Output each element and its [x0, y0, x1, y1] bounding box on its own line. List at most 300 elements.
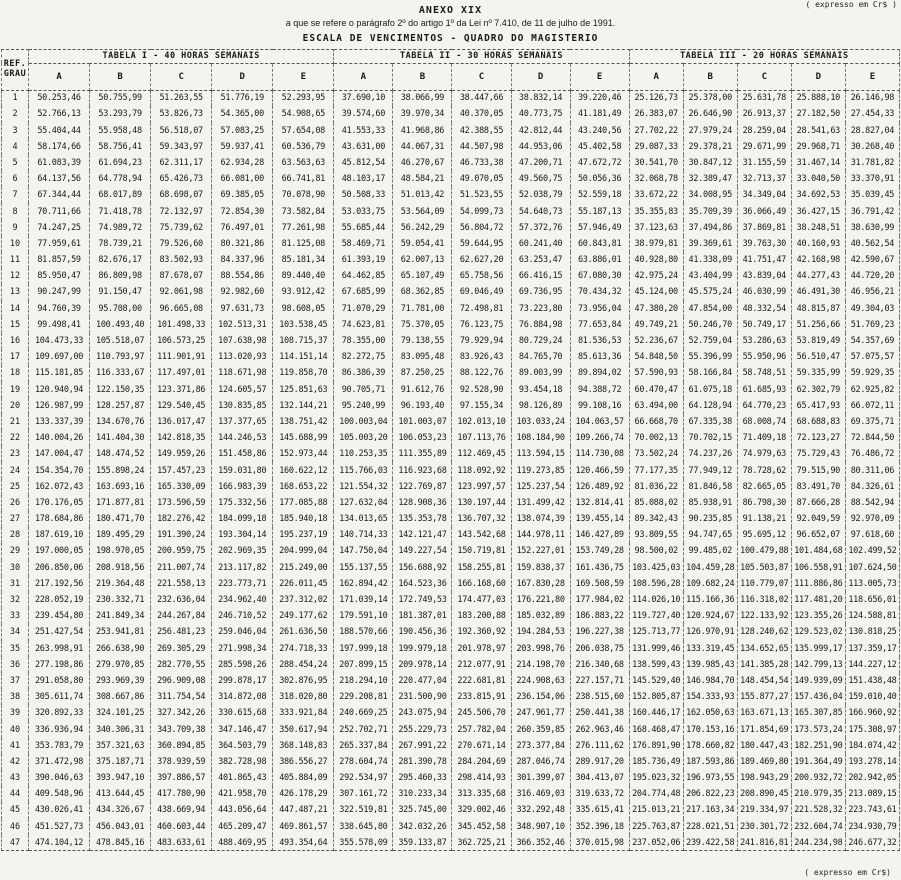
table-cell: 114.730,08 [570, 446, 629, 462]
table-cell: 44.953,06 [511, 139, 570, 155]
table-cell: 93.454,18 [511, 382, 570, 398]
table-cell: 135.999,17 [791, 641, 845, 657]
table-cell: 371.472,98 [29, 754, 90, 770]
table-cell: 255.229,73 [393, 721, 452, 737]
table-cell: 51.013,42 [393, 187, 452, 203]
table-cell: 95.708,00 [90, 301, 151, 317]
table-cell: 97.631,73 [212, 301, 273, 317]
table-cell: 134.670,76 [90, 414, 151, 430]
table-cell: 44.720,20 [845, 268, 899, 284]
ref-cell: 32 [2, 592, 29, 608]
table-cell: 49.304,03 [845, 301, 899, 317]
table-cell: 122.150,35 [90, 382, 151, 398]
table-cell: 142.799,13 [791, 657, 845, 673]
table-cell: 76.497,01 [212, 220, 273, 236]
table-cell: 53.826,73 [151, 106, 212, 122]
table-cell: 80.321,86 [212, 236, 273, 252]
table-cell: 240.669,25 [334, 705, 393, 721]
table-cell: 187.619,10 [29, 527, 90, 543]
table-cell: 188.570,66 [334, 624, 393, 640]
table-cell: 206.850,06 [29, 560, 90, 576]
table-cell: 80.729,24 [511, 333, 570, 349]
table-cell: 54.848,50 [629, 349, 683, 365]
table-cell: 98.500,02 [629, 543, 683, 559]
table-row [2, 754, 900, 770]
table-cell: 57.372,76 [511, 220, 570, 236]
table-cell: 68.362,85 [393, 284, 452, 300]
salary-table-body [2, 90, 900, 851]
table-cell: 52.236,67 [629, 333, 683, 349]
table-cell: 85.181,34 [273, 252, 334, 268]
table-cell: 237.052,06 [629, 835, 683, 851]
ref-cell: 41 [2, 738, 29, 754]
table-cell: 80.311,06 [845, 462, 899, 478]
table-cell: 52.559,18 [570, 187, 629, 203]
table-cell: 26.646,90 [683, 106, 737, 122]
table-cell: 26.383,07 [629, 106, 683, 122]
table-cell: 123.355,26 [791, 608, 845, 624]
table-cell: 93.912,42 [273, 284, 334, 300]
table-cell: 263.998,91 [29, 641, 90, 657]
table-cell: 38.248,51 [791, 220, 845, 236]
table-cell: 85.613,36 [570, 349, 629, 365]
column-header-1-E: E [273, 63, 334, 90]
table-cell: 154.333,93 [683, 689, 737, 705]
table-cell: 57.075,57 [845, 349, 899, 365]
table-cell: 104.473,33 [29, 333, 90, 349]
table-cell: 61.075,18 [683, 382, 737, 398]
table-row [2, 770, 900, 786]
table-cell: 164.523,36 [393, 576, 452, 592]
table-cell: 239.454,80 [29, 608, 90, 624]
table-cell: 133.337,39 [29, 414, 90, 430]
table-cell: 84.326,61 [845, 479, 899, 495]
table-cell: 43.839,04 [737, 268, 791, 284]
table-cell: 301.399,07 [511, 770, 570, 786]
table-cell: 195.023,32 [629, 770, 683, 786]
table-cell: 250.441,38 [570, 705, 629, 721]
table-cell: 132.144,21 [273, 398, 334, 414]
table-cell: 153.749,28 [570, 543, 629, 559]
table-cell: 51.523,55 [452, 187, 511, 203]
table-cell: 305.611,74 [29, 689, 90, 705]
table-cell: 123.371,86 [151, 382, 212, 398]
table-cell: 50.749,17 [737, 317, 791, 333]
table-cell: 107.638,98 [212, 333, 273, 349]
table-cell: 178.684,86 [29, 511, 90, 527]
table-cell: 152.227,01 [511, 543, 570, 559]
table-cell: 166.960,92 [845, 705, 899, 721]
table-cell: 141.385,28 [737, 657, 791, 673]
table-cell: 56.518,07 [151, 123, 212, 139]
table-cell: 70.702,15 [683, 430, 737, 446]
ref-cell: 47 [2, 835, 29, 851]
table-cell: 49.560,75 [511, 171, 570, 187]
table-cell: 66.072,11 [845, 398, 899, 414]
table-cell: 61.685,93 [737, 382, 791, 398]
table-cell: 163.693,16 [90, 479, 151, 495]
table-cell: 67.344,44 [29, 187, 90, 203]
table-cell: 189.469,80 [737, 754, 791, 770]
table-cell: 223.773,71 [212, 576, 273, 592]
table-cell: 149.939,09 [791, 673, 845, 689]
table-cell: 79.515,90 [791, 462, 845, 478]
table-cell: 72.123,27 [791, 430, 845, 446]
table-cell: 107.113,76 [452, 430, 511, 446]
ref-cell: 23 [2, 446, 29, 462]
table-cell: 151.458,86 [212, 446, 273, 462]
table-row [2, 236, 900, 252]
table-row [2, 365, 900, 381]
table-cell: 211.007,74 [151, 560, 212, 576]
table-cell: 324.101,25 [90, 705, 151, 721]
table-cell: 82.676,17 [90, 252, 151, 268]
table-cell: 77.959,61 [29, 236, 90, 252]
table-cell: 45.124,00 [629, 284, 683, 300]
table-cell: 48.815,87 [791, 301, 845, 317]
table-cell: 140.004,26 [29, 430, 90, 446]
table-cell: 129.540,45 [151, 398, 212, 414]
table-cell: 137.359,17 [845, 641, 899, 657]
table-cell: 146.427,89 [570, 527, 629, 543]
table-cell: 96.652,07 [791, 527, 845, 543]
table-cell: 60.536,79 [273, 139, 334, 155]
table-cell: 41.338,09 [683, 252, 737, 268]
table-cell: 92.982,60 [212, 284, 273, 300]
table-cell: 42.975,24 [629, 268, 683, 284]
table-cell: 246.677,32 [845, 835, 899, 851]
table-cell: 88.122,76 [452, 365, 511, 381]
table-cell: 64.128,94 [683, 398, 737, 414]
table-cell: 130.197,44 [452, 495, 511, 511]
table-cell: 60.843,81 [570, 236, 629, 252]
table-cell: 110.253,35 [334, 446, 393, 462]
table-cell: 46.733,38 [452, 155, 511, 171]
table-cell: 68.017,89 [90, 187, 151, 203]
table-cell: 119.858,70 [273, 365, 334, 381]
column-header-2-B: B [393, 63, 452, 90]
table-cell: 182.251,90 [791, 738, 845, 754]
table-cell: 171.877,81 [90, 495, 151, 511]
table-cell: 149.227,54 [393, 543, 452, 559]
table-cell: 117.481,20 [791, 592, 845, 608]
table-cell: 39.574,60 [334, 106, 393, 122]
table-cell: 345.452,58 [452, 819, 511, 835]
table-cell: 100.003,04 [334, 414, 393, 430]
table-cell: 108.184,90 [511, 430, 570, 446]
table-cell: 28.541,63 [791, 123, 845, 139]
table-cell: 59.335,99 [791, 365, 845, 381]
table-cell: 215.249,00 [273, 560, 334, 576]
table-cell: 165.307,85 [791, 705, 845, 721]
table-cell: 142.818,35 [151, 430, 212, 446]
table-cell: 91.612,76 [393, 382, 452, 398]
table-cell: 49.070,05 [452, 171, 511, 187]
table-cell: 122.769,87 [393, 479, 452, 495]
table-cell: 33.370,91 [845, 171, 899, 187]
currency-note-bottom: ( expresso em Cr$) [804, 868, 891, 877]
table-cell: 72.498,81 [452, 301, 511, 317]
table-cell: 438.669,94 [151, 802, 212, 818]
table-cell: 219.364,48 [90, 576, 151, 592]
table-cell: 38.832,14 [511, 90, 570, 106]
table-cell: 65.107,49 [393, 268, 452, 284]
ref-cell: 40 [2, 721, 29, 737]
table-cell: 130.818,25 [845, 624, 899, 640]
table-cell: 65.758,56 [452, 268, 511, 284]
table-cell: 92.061,98 [151, 284, 212, 300]
table-cell: 84.337,96 [212, 252, 273, 268]
table-cell: 131.999,46 [629, 641, 683, 657]
table-cell: 329.002,46 [452, 802, 511, 818]
table-cell: 138.751,42 [273, 414, 334, 430]
table-cell: 94.760,39 [29, 301, 90, 317]
table-cell: 269.305,29 [151, 641, 212, 657]
table-cell: 102.499,52 [845, 543, 899, 559]
table-cell: 245.506,70 [452, 705, 511, 721]
table-cell: 386.556,27 [273, 754, 334, 770]
table-cell: 159.010,40 [845, 689, 899, 705]
document-header [0, 0, 901, 45]
table-cell: 144.246,53 [212, 430, 273, 446]
table-cell: 360.894,85 [151, 738, 212, 754]
table-cell: 86.809,98 [90, 268, 151, 284]
table-cell: 333.921,84 [273, 705, 334, 721]
table-cell: 292.534,97 [334, 770, 393, 786]
table-cell: 159.838,37 [511, 560, 570, 576]
table-cell: 181.387,01 [393, 608, 452, 624]
table-cell: 310.233,34 [393, 786, 452, 802]
table-cell: 74.623,81 [334, 317, 393, 333]
table-cell: 197.999,18 [334, 641, 393, 657]
ref-cell: 37 [2, 673, 29, 689]
table-cell: 284.204,69 [452, 754, 511, 770]
table-cell: 68.698,07 [151, 187, 212, 203]
table-cell: 364.503,79 [212, 738, 273, 754]
table-cell: 318.020,80 [273, 689, 334, 705]
table-row [2, 349, 900, 365]
table-row [2, 430, 900, 446]
table-cell: 27.702,22 [629, 123, 683, 139]
table-cell: 89.894,02 [570, 365, 629, 381]
table-cell: 94.747,65 [683, 527, 737, 543]
table-cell: 56.510,47 [791, 349, 845, 365]
table-cell: 196.227,38 [570, 624, 629, 640]
table-cell: 39.763,30 [737, 236, 791, 252]
table-cell: 274.718,33 [273, 641, 334, 657]
table-cell: 58.748,51 [737, 365, 791, 381]
table-cell: 60.241,40 [511, 236, 570, 252]
table-cell: 25.378,00 [683, 90, 737, 106]
table-cell: 95.695,12 [737, 527, 791, 543]
table-row [2, 608, 900, 624]
table-cell: 178.660,82 [683, 738, 737, 754]
table-cell: 101.484,68 [791, 543, 845, 559]
table-cell: 66.081,00 [212, 171, 273, 187]
table-cell: 72.844,50 [845, 430, 899, 446]
table-cell: 149.959,26 [151, 446, 212, 462]
table-cell: 145.529,40 [629, 673, 683, 689]
table-cell: 50.056,36 [570, 171, 629, 187]
table-cell: 232.636,04 [151, 592, 212, 608]
table-row [2, 123, 900, 139]
table-cell: 342.032,26 [393, 819, 452, 835]
table-cell: 99.485,02 [683, 543, 737, 559]
table-cell: 77.653,84 [570, 317, 629, 333]
table-cell: 186.883,22 [570, 608, 629, 624]
table-cell: 82.272,75 [334, 349, 393, 365]
section-title-tabela-3: TABELA III - 20 HORAS SEMANAIS [629, 49, 899, 63]
table-cell: 61.083,39 [29, 155, 90, 171]
table-cell: 125.237,54 [511, 479, 570, 495]
table-cell: 167.830,28 [511, 576, 570, 592]
table-cell: 202.942,05 [845, 770, 899, 786]
table-cell: 113.005,73 [845, 576, 899, 592]
salary-table [1, 49, 900, 852]
table-cell: 134.652,65 [737, 641, 791, 657]
table-cell: 162.894,42 [334, 576, 393, 592]
table-cell: 27.979,24 [683, 123, 737, 139]
table-cell: 85.088,02 [629, 495, 683, 511]
table-cell: 60.470,47 [629, 382, 683, 398]
table-cell: 214.198,70 [511, 657, 570, 673]
table-cell: 213.089,15 [845, 786, 899, 802]
section-title-tabela-1: TABELA I - 40 HORAS SEMANAIS [29, 49, 334, 63]
table-cell: 139.985,43 [683, 657, 737, 673]
table-row [2, 835, 900, 851]
table-cell: 311.754,54 [151, 689, 212, 705]
table-cell: 247.961,77 [511, 705, 570, 721]
table-cell: 103.425,03 [629, 560, 683, 576]
table-cell: 57.946,49 [570, 220, 629, 236]
ref-cell: 17 [2, 349, 29, 365]
table-cell: 217.192,56 [29, 576, 90, 592]
table-cell: 147.004,47 [29, 446, 90, 462]
table-cell: 73.223,80 [511, 301, 570, 317]
table-cell: 259.046,04 [212, 624, 273, 640]
table-cell: 105.503,87 [737, 560, 791, 576]
table-cell: 66.741,81 [273, 171, 334, 187]
table-cell: 96.665,08 [151, 301, 212, 317]
table-cell: 260.359,85 [511, 721, 570, 737]
table-cell: 302.876,95 [273, 673, 334, 689]
ref-cell: 28 [2, 527, 29, 543]
table-cell: 106.573,25 [151, 333, 212, 349]
table-cell: 155.898,24 [90, 462, 151, 478]
table-cell: 460.603,44 [151, 819, 212, 835]
table-cell: 298.414,93 [452, 770, 511, 786]
table-cell: 31.155,59 [737, 155, 791, 171]
table-cell: 28.827,04 [845, 123, 899, 139]
table-cell: 30.847,12 [683, 155, 737, 171]
table-cell: 85.938,91 [683, 495, 737, 511]
table-cell: 192.360,92 [452, 624, 511, 640]
table-cell: 166.983,39 [212, 479, 273, 495]
table-cell: 50.755,99 [90, 90, 151, 106]
table-cell: 39.970,34 [393, 106, 452, 122]
table-cell: 72.854,30 [212, 203, 273, 219]
table-row [2, 802, 900, 818]
table-cell: 37.494,86 [683, 220, 737, 236]
table-row [2, 592, 900, 608]
table-cell: 129.523,02 [791, 624, 845, 640]
table-cell: 34.349,04 [737, 187, 791, 203]
table-cell: 132.814,41 [570, 495, 629, 511]
ref-cell: 27 [2, 511, 29, 527]
table-cell: 86.386,39 [334, 365, 393, 381]
table-cell: 118.656,01 [845, 592, 899, 608]
table-cell: 320.892,33 [29, 705, 90, 721]
table-cell: 325.745,00 [393, 802, 452, 818]
table-cell: 225.763,87 [629, 819, 683, 835]
ref-cell: 5 [2, 155, 29, 171]
table-cell: 238.515,60 [570, 689, 629, 705]
table-cell: 185.032,89 [511, 608, 570, 624]
table-row [2, 252, 900, 268]
table-cell: 160.622,12 [273, 462, 334, 478]
table-cell: 401.865,43 [212, 770, 273, 786]
table-cell: 51.776,19 [212, 90, 273, 106]
table-row [2, 657, 900, 673]
table-cell: 54.908,65 [273, 106, 334, 122]
table-cell: 180.447,43 [737, 738, 791, 754]
table-row [2, 333, 900, 349]
table-row [2, 414, 900, 430]
table-cell: 112.469,45 [452, 446, 511, 462]
table-row [2, 689, 900, 705]
table-cell: 221.528,32 [791, 802, 845, 818]
table-cell: 62.311,17 [151, 155, 212, 171]
table-cell: 45.812,54 [334, 155, 393, 171]
table-cell: 130.835,85 [212, 398, 273, 414]
table-cell: 265.337,84 [334, 738, 393, 754]
table-cell: 125.851,63 [273, 382, 334, 398]
table-cell: 64.137,56 [29, 171, 90, 187]
table-cell: 185.940,18 [273, 511, 334, 527]
table-cell: 157.457,23 [151, 462, 212, 478]
table-cell: 307.161,72 [334, 786, 393, 802]
table-cell: 70.434,32 [570, 284, 629, 300]
table-cell: 87.678,07 [151, 268, 212, 284]
table-cell: 237.312,02 [273, 592, 334, 608]
table-cell: 104.063,57 [570, 414, 629, 430]
table-row [2, 479, 900, 495]
table-cell: 230.332,71 [90, 592, 151, 608]
table-cell: 59.644,95 [452, 236, 511, 252]
ref-cell: 36 [2, 657, 29, 673]
table-cell: 62.627,20 [452, 252, 511, 268]
table-cell: 59.929,35 [845, 365, 899, 381]
table-cell: 200.932,72 [791, 770, 845, 786]
table-cell: 67.335,38 [683, 414, 737, 430]
table-cell: 93.809,55 [629, 527, 683, 543]
table-cell: 40.928,80 [629, 252, 683, 268]
table-cell: 64.770,23 [737, 398, 791, 414]
table-cell: 65.417,93 [791, 398, 845, 414]
table-cell: 210.979,35 [791, 786, 845, 802]
table-cell: 36.066,49 [737, 203, 791, 219]
table-cell: 184.074,42 [845, 738, 899, 754]
table-cell: 26.913,37 [737, 106, 791, 122]
table-cell: 144.227,12 [845, 657, 899, 673]
table-cell: 348.907,10 [511, 819, 570, 835]
table-cell: 285.598,26 [212, 657, 273, 673]
table-cell: 56.804,72 [452, 220, 511, 236]
column-header-3-B: B [683, 63, 737, 90]
ref-cell: 43 [2, 770, 29, 786]
table-cell: 252.702,71 [334, 721, 393, 737]
table-cell: 226.011,45 [273, 576, 334, 592]
